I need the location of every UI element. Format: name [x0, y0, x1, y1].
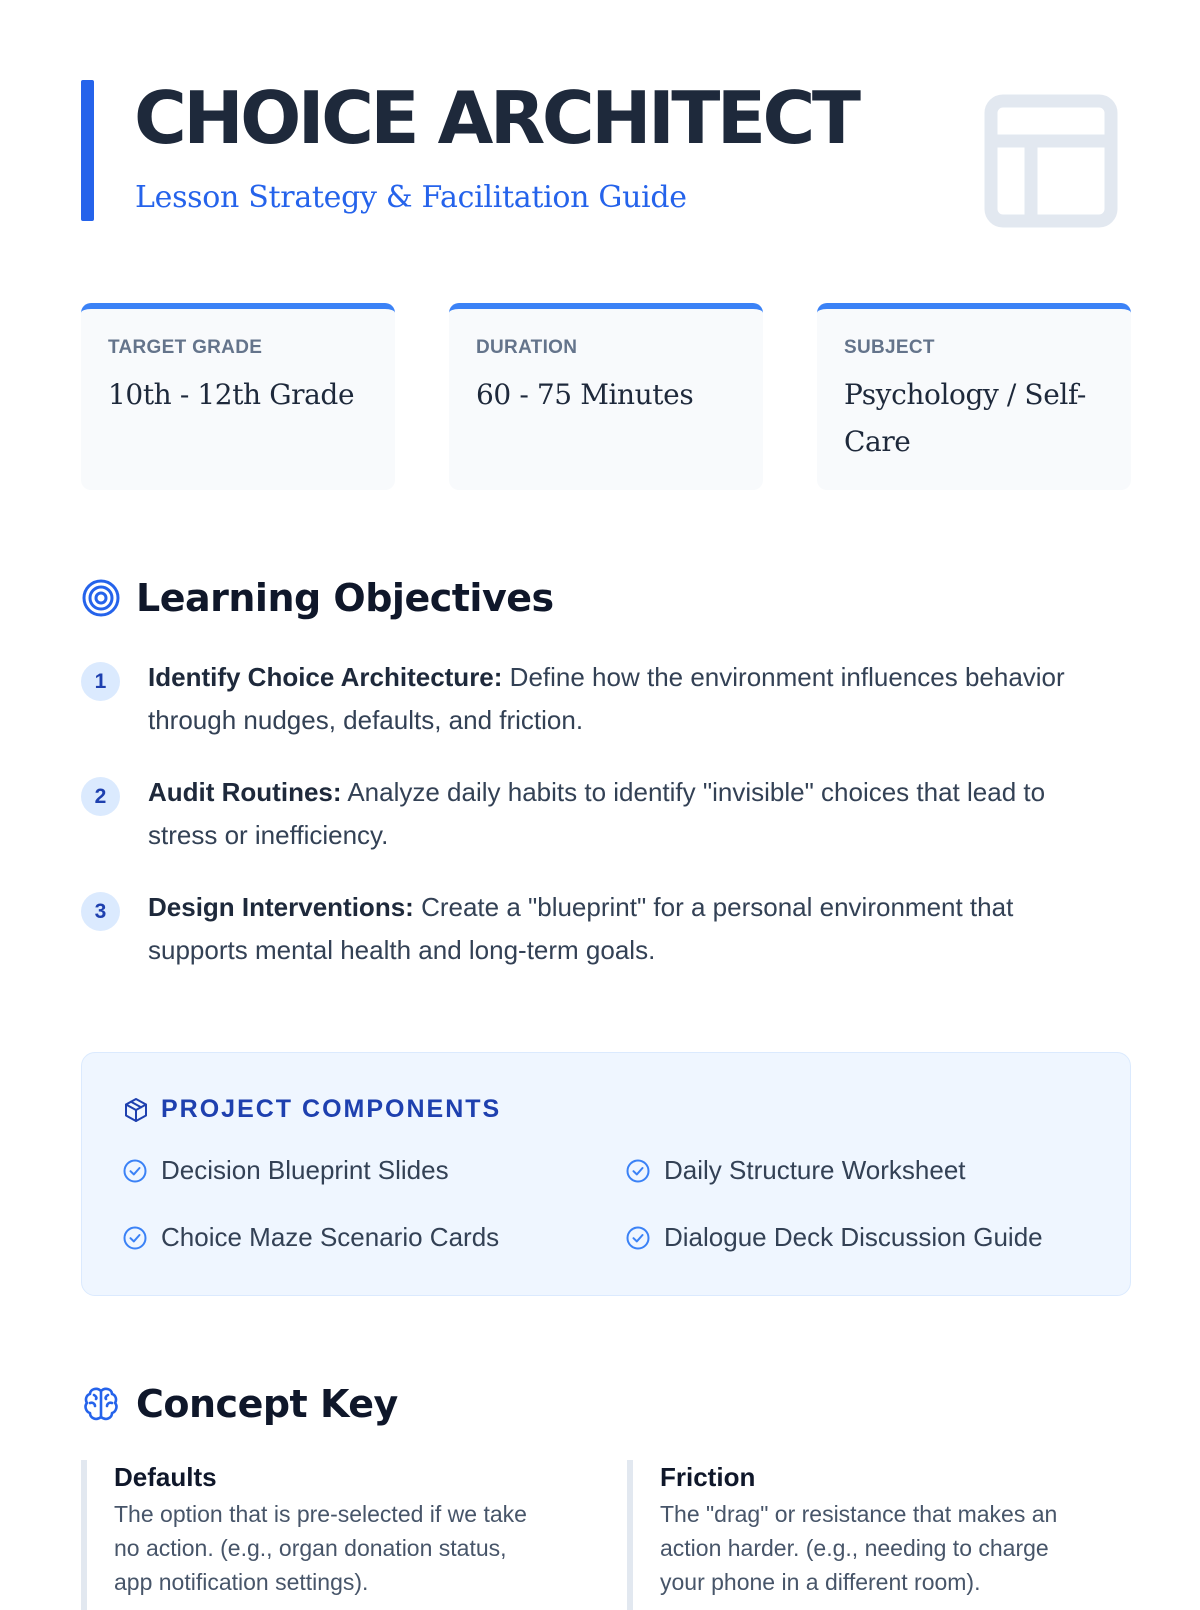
check-circle-icon — [122, 1225, 148, 1251]
objective-title: Audit Routines: — [148, 777, 342, 807]
concept-description: The option that is pre-selected if we take no action. (e.g., organ donation status, app notification settings). — [114, 1501, 527, 1595]
lesson-meta — [81, 303, 1131, 493]
meta-label: DURATION — [476, 337, 578, 358]
page-header — [81, 76, 1131, 222]
meta-value: 10th - 12th Grade — [108, 378, 355, 411]
project-components-panel — [81, 1052, 1131, 1296]
layout-icon — [983, 93, 1119, 229]
objective-text — [148, 771, 1108, 857]
objective-text — [148, 886, 1108, 972]
meta-card-duration — [449, 303, 763, 490]
section-title: Learning Objectives — [136, 576, 554, 620]
objective-text — [148, 656, 1108, 742]
objective-title: Identify Choice Architecture: — [148, 662, 503, 692]
concept-title: Defaults — [114, 1462, 217, 1492]
objective-description: Analyze daily habits to identify "invisible" choices that lead to stress or inefficiency. — [148, 777, 1046, 850]
objectives-heading — [81, 574, 1131, 624]
package-icon — [122, 1096, 150, 1124]
page-title: CHOICE ARCHITECT — [134, 76, 858, 160]
meta-label: TARGET GRADE — [108, 337, 263, 358]
concept-title: Friction — [660, 1462, 756, 1492]
objective-description: Create a "blueprint" for a personal environment that supports mental health and long-term goals. — [148, 892, 1014, 965]
check-circle-icon — [625, 1158, 651, 1184]
objective-number: 2 — [81, 777, 120, 816]
components-title: PROJECT COMPONENTS — [161, 1095, 502, 1123]
page-subtitle: Lesson Strategy & Facilitation Guide — [135, 180, 687, 215]
check-circle-icon — [122, 1158, 148, 1184]
objective-number: 1 — [81, 662, 120, 701]
meta-value: 60 - 75 Minutes — [476, 378, 694, 411]
section-title: Concept Key — [136, 1382, 398, 1426]
meta-value: Psychology / Self-Care — [844, 378, 1086, 458]
objective-title: Design Interventions: — [148, 892, 414, 922]
concept-card-friction — [627, 1460, 1097, 1610]
component-label: Dialogue Deck Discussion Guide — [664, 1222, 1043, 1252]
meta-card-subject — [817, 303, 1131, 490]
component-label: Daily Structure Worksheet — [664, 1155, 966, 1185]
concept-description: The "drag" or resistance that makes an action harder. (e.g., needing to charge your phone in a different room). — [660, 1501, 1058, 1595]
meta-card-grade — [81, 303, 395, 490]
concept-key-heading — [81, 1380, 1131, 1430]
objective-number: 3 — [81, 892, 120, 931]
component-label: Choice Maze Scenario Cards — [161, 1222, 500, 1252]
accent-bar — [81, 80, 94, 221]
target-icon — [81, 578, 121, 618]
check-circle-icon — [625, 1225, 651, 1251]
meta-label: SUBJECT — [844, 337, 935, 358]
objective-description: Define how the environment influences behavior through nudges, defaults, and friction. — [148, 662, 1065, 735]
brain-icon — [81, 1384, 121, 1424]
concept-card-defaults — [81, 1460, 551, 1610]
component-label: Decision Blueprint Slides — [161, 1155, 449, 1185]
